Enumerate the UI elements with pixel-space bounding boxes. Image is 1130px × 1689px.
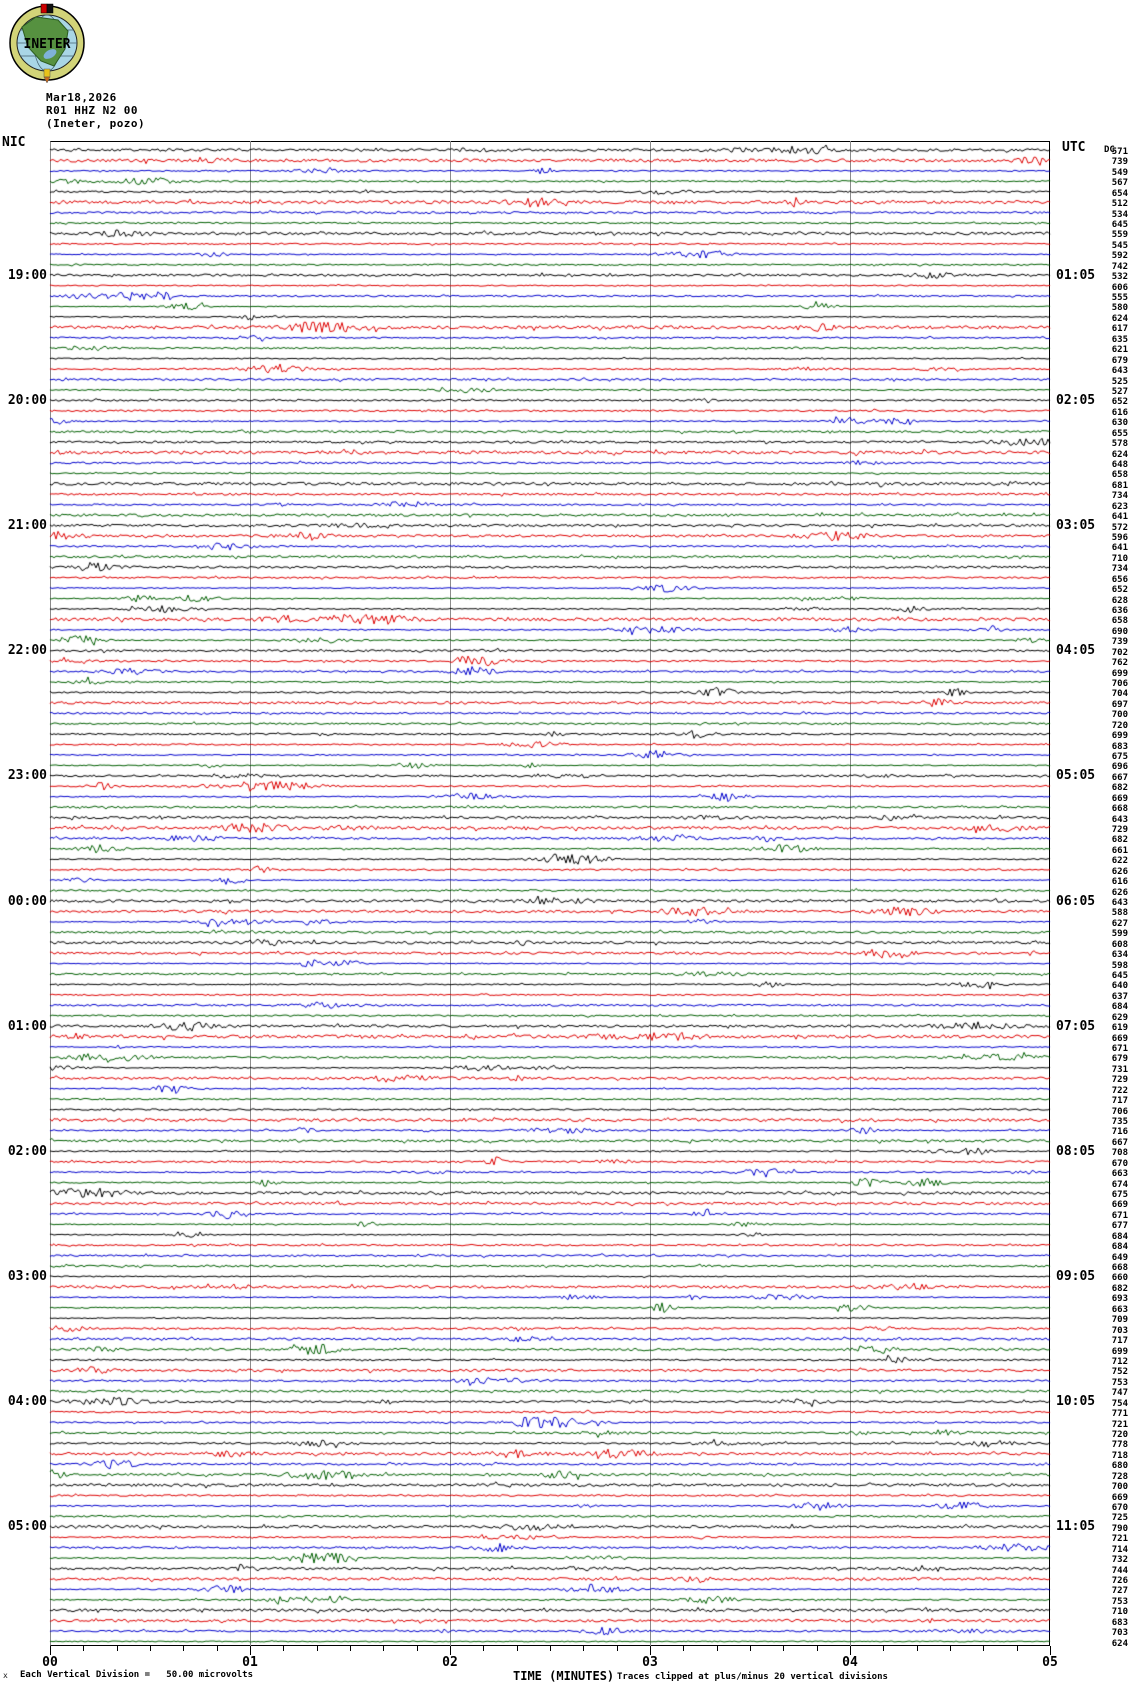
dc-value: 717: [1111, 1336, 1128, 1346]
dc-value: 753: [1111, 1377, 1128, 1388]
x-axis-minor-tick: [317, 1646, 318, 1651]
dc-value: 630: [1111, 418, 1128, 429]
dc-value: 710: [1111, 1607, 1128, 1618]
dc-value: 747: [1111, 1388, 1128, 1399]
dc-value: 683: [1111, 741, 1128, 752]
hour-label-left: 01:00: [7, 1018, 47, 1034]
dc-value: 661: [1111, 845, 1128, 856]
dc-value: 739: [1111, 157, 1128, 168]
hour-label-right: 02:05: [1056, 392, 1096, 408]
dc-value: 708: [1111, 1148, 1128, 1159]
x-axis-minor-tick: [117, 1646, 118, 1651]
dc-value: 739: [1111, 637, 1128, 648]
dc-value: 658: [1111, 616, 1128, 627]
dc-value: 720: [1111, 1429, 1128, 1440]
x-axis-minor-tick: [183, 1646, 184, 1651]
hour-label-left: 23:00: [7, 768, 47, 784]
dc-value: 752: [1111, 1367, 1128, 1378]
x-axis-major-tick: [450, 1646, 451, 1655]
x-axis-minor-tick: [917, 1646, 918, 1651]
hour-label-left: 02:00: [7, 1143, 47, 1159]
dc-value: 624: [1111, 449, 1128, 460]
dc-value: 771: [1111, 1409, 1128, 1419]
dc-value: 684: [1111, 1002, 1128, 1013]
dc-value: 634: [1111, 950, 1128, 961]
dc-value: 545: [1111, 240, 1128, 251]
x-axis-minor-tick: [617, 1646, 618, 1651]
dc-value: 619: [1111, 1023, 1128, 1034]
dc-value: 735: [1111, 1117, 1128, 1127]
x-axis-tick-label: 01: [242, 1655, 258, 1670]
dc-value: 534: [1111, 209, 1128, 220]
dc-value: 512: [1111, 199, 1128, 210]
hour-label-left: 00:00: [7, 893, 47, 909]
dc-value: 700: [1111, 710, 1128, 721]
dc-value: 718: [1111, 1450, 1128, 1461]
dc-value: 722: [1111, 1085, 1128, 1096]
dc-value: 728: [1111, 1471, 1128, 1482]
dc-value: 624: [1111, 313, 1128, 324]
dc-value: 571: [1111, 147, 1128, 157]
dc-value: 716: [1111, 1127, 1128, 1138]
dc-value: 734: [1111, 491, 1128, 502]
x-axis-minor-tick: [717, 1646, 718, 1651]
dc-value: 567: [1111, 178, 1128, 189]
hour-label-right: 07:05: [1056, 1018, 1096, 1034]
dc-value: 636: [1111, 605, 1128, 616]
dc-value: 626: [1111, 887, 1128, 898]
dc-value: 684: [1111, 1242, 1128, 1253]
dc-value: 699: [1111, 668, 1128, 679]
dc-value: 643: [1111, 366, 1128, 376]
dc-value: 532: [1111, 272, 1128, 283]
dc-value: 626: [1111, 866, 1128, 877]
dc-value: 697: [1111, 699, 1128, 710]
dc-value: 637: [1111, 991, 1128, 1002]
dc-value: 671: [1111, 1210, 1128, 1221]
dc-value: 675: [1111, 1190, 1128, 1200]
dc-value: 700: [1111, 1482, 1128, 1492]
dc-value: 624: [1111, 1638, 1128, 1649]
dc-value: 660: [1111, 1273, 1128, 1284]
x-axis-tick-label: 00: [42, 1655, 58, 1670]
dc-value: 717: [1111, 1096, 1128, 1107]
hour-label-left: 20:00: [7, 392, 47, 408]
x-axis-minor-tick: [483, 1646, 484, 1651]
dc-value: 572: [1111, 522, 1128, 533]
dc-value: 608: [1111, 939, 1128, 950]
dc-value: 599: [1111, 929, 1128, 940]
dc-value: 714: [1111, 1544, 1128, 1555]
dc-value: 732: [1111, 1555, 1128, 1565]
dc-value: 703: [1111, 1628, 1128, 1639]
dc-value: 727: [1111, 1586, 1128, 1597]
x-axis-minor-tick: [517, 1646, 518, 1651]
dc-value: 641: [1111, 543, 1128, 554]
dc-value: 690: [1111, 626, 1128, 637]
x-axis-minor-tick: [817, 1646, 818, 1651]
dc-value: 706: [1111, 678, 1128, 689]
dc-value: 679: [1111, 355, 1128, 366]
dc-value: 790: [1111, 1523, 1128, 1534]
hour-label-right: 04:05: [1056, 643, 1096, 659]
dc-value: 549: [1111, 167, 1128, 178]
x-axis-minor-tick: [217, 1646, 218, 1651]
dc-value: 623: [1111, 501, 1128, 512]
hour-label-left: 22:00: [7, 643, 47, 659]
dc-value: 641: [1111, 512, 1128, 522]
dc-value: 643: [1111, 898, 1128, 908]
dc-value: 652: [1111, 397, 1128, 408]
dc-value: 709: [1111, 1315, 1128, 1326]
dc-value: 606: [1111, 282, 1128, 293]
dc-value: 645: [1111, 220, 1128, 230]
x-axis-minor-tick: [150, 1646, 151, 1651]
hour-label-right: 06:05: [1056, 893, 1096, 909]
hour-label-left: 05:00: [7, 1519, 47, 1535]
dc-value: 652: [1111, 585, 1128, 596]
x-axis-minor-tick: [550, 1646, 551, 1651]
dc-value: 682: [1111, 1283, 1128, 1294]
dc-value: 629: [1111, 1012, 1128, 1023]
dc-value: 616: [1111, 407, 1128, 418]
dc-value: 627: [1111, 918, 1128, 929]
dc-value: 681: [1111, 480, 1128, 491]
dc-value: 669: [1111, 1200, 1128, 1211]
dc-value: 635: [1111, 334, 1128, 345]
dc-value: 677: [1111, 1221, 1128, 1232]
dc-value: 726: [1111, 1575, 1128, 1586]
dc-value: 669: [1111, 1492, 1128, 1503]
dc-value: 622: [1111, 856, 1128, 867]
dc-value: 654: [1111, 188, 1128, 199]
dc-value: 598: [1111, 960, 1128, 971]
x-axis-tick-label: 05: [1042, 1655, 1058, 1670]
dc-value: 699: [1111, 731, 1128, 742]
hour-label-right: 01:05: [1056, 267, 1096, 283]
x-axis-minor-tick: [417, 1646, 418, 1651]
dc-value: 621: [1111, 345, 1128, 356]
dc-value: 684: [1111, 1231, 1128, 1242]
dc-value: 704: [1111, 689, 1128, 700]
dc-value: 640: [1111, 981, 1128, 992]
x-axis-minor-tick: [383, 1646, 384, 1651]
dc-value: 671: [1111, 1044, 1128, 1054]
dc-value: 592: [1111, 251, 1128, 262]
dc-value: 721: [1111, 1419, 1128, 1430]
dc-value: 706: [1111, 1106, 1128, 1117]
dc-value: 616: [1111, 877, 1128, 888]
dc-value: 680: [1111, 1461, 1128, 1472]
dc-value: 699: [1111, 1346, 1128, 1357]
x-axis-minor-tick: [983, 1646, 984, 1651]
dc-value: 525: [1111, 376, 1128, 387]
dc-value: 645: [1111, 971, 1128, 981]
dc-value: 580: [1111, 303, 1128, 314]
dc-value: 682: [1111, 783, 1128, 794]
x-axis-minor-tick: [950, 1646, 951, 1651]
hour-label-right: 10:05: [1056, 1394, 1096, 1410]
x-axis-minor-tick: [83, 1646, 84, 1651]
dc-value: 667: [1111, 1137, 1128, 1148]
dc-value: 675: [1111, 751, 1128, 762]
dc-value: 555: [1111, 293, 1128, 303]
hour-label-right: 11:05: [1056, 1519, 1096, 1535]
dc-value: 742: [1111, 261, 1128, 272]
dc-value: 663: [1111, 1169, 1128, 1180]
dc-value: 658: [1111, 470, 1128, 481]
x-axis-minor-tick: [883, 1646, 884, 1651]
dc-value: 778: [1111, 1440, 1128, 1451]
dc-value: 754: [1111, 1398, 1128, 1409]
dc-value: 670: [1111, 1158, 1128, 1169]
hour-label-right: 03:05: [1056, 518, 1096, 533]
dc-value: 693: [1111, 1294, 1128, 1305]
dc-value: 617: [1111, 324, 1128, 335]
dc-value: 667: [1111, 772, 1128, 783]
x-axis-major-tick: [250, 1646, 251, 1655]
x-axis-minor-tick: [583, 1646, 584, 1651]
dc-value: 710: [1111, 553, 1128, 564]
dc-value: 702: [1111, 647, 1128, 658]
dc-value: 596: [1111, 532, 1128, 543]
x-axis-major-tick: [850, 1646, 851, 1655]
x-axis-tick-label: 03: [642, 1655, 658, 1670]
dc-value: 734: [1111, 564, 1128, 575]
dc-value: 648: [1111, 459, 1128, 470]
dc-value: 682: [1111, 835, 1128, 846]
dc-value: 656: [1111, 574, 1128, 585]
x-axis-minor-tick: [683, 1646, 684, 1651]
dc-value: 663: [1111, 1304, 1128, 1315]
hour-label-left: 21:00: [7, 518, 47, 533]
dc-value: 588: [1111, 908, 1128, 919]
hour-label-left: 03:00: [7, 1268, 47, 1284]
dc-value: 655: [1111, 428, 1128, 439]
hour-label-right: 08:05: [1056, 1143, 1096, 1159]
dc-value: 669: [1111, 793, 1128, 804]
dc-value: 668: [1111, 804, 1128, 815]
dc-value: 703: [1111, 1325, 1128, 1336]
x-axis-major-tick: [50, 1646, 51, 1655]
dc-value: 696: [1111, 762, 1128, 773]
dc-value: 578: [1111, 439, 1128, 449]
dc-value: 731: [1111, 1064, 1128, 1075]
dc-value: 674: [1111, 1179, 1128, 1190]
dc-value: 668: [1111, 1263, 1128, 1273]
x-axis-minor-tick: [750, 1646, 751, 1651]
x-axis-minor-tick: [350, 1646, 351, 1651]
dc-value: 729: [1111, 1075, 1128, 1086]
dc-value: 679: [1111, 1054, 1128, 1065]
hour-label-right: 05:05: [1056, 768, 1096, 784]
dc-value: 683: [1111, 1617, 1128, 1628]
dc-value: 559: [1111, 230, 1128, 241]
x-axis-major-tick: [1050, 1646, 1051, 1655]
dc-value: 643: [1111, 814, 1128, 825]
dc-value: 725: [1111, 1513, 1128, 1524]
dc-value: 753: [1111, 1596, 1128, 1607]
x-axis-minor-tick: [283, 1646, 284, 1651]
x-axis-minor-tick: [783, 1646, 784, 1651]
dc-value: 720: [1111, 720, 1128, 731]
dc-value: 762: [1111, 658, 1128, 669]
x-axis-major-tick: [650, 1646, 651, 1655]
x-axis-minor-tick: [1017, 1646, 1018, 1651]
hour-label-left: 04:00: [7, 1394, 47, 1410]
dc-value: 729: [1111, 824, 1128, 835]
dc-value: 669: [1111, 1033, 1128, 1044]
dc-value: 744: [1111, 1565, 1128, 1576]
dc-value: 527: [1111, 386, 1128, 397]
dc-value: 712: [1111, 1356, 1128, 1367]
dc-value: 670: [1111, 1502, 1128, 1513]
dc-value: 649: [1111, 1252, 1128, 1263]
dc-value: 628: [1111, 595, 1128, 606]
hour-label-right: 09:05: [1056, 1268, 1096, 1284]
x-axis-tick-label: 02: [442, 1655, 458, 1670]
hour-label-left: 19:00: [7, 267, 47, 283]
x-axis-tick-label: 04: [842, 1655, 858, 1670]
dc-value: 721: [1111, 1534, 1128, 1545]
